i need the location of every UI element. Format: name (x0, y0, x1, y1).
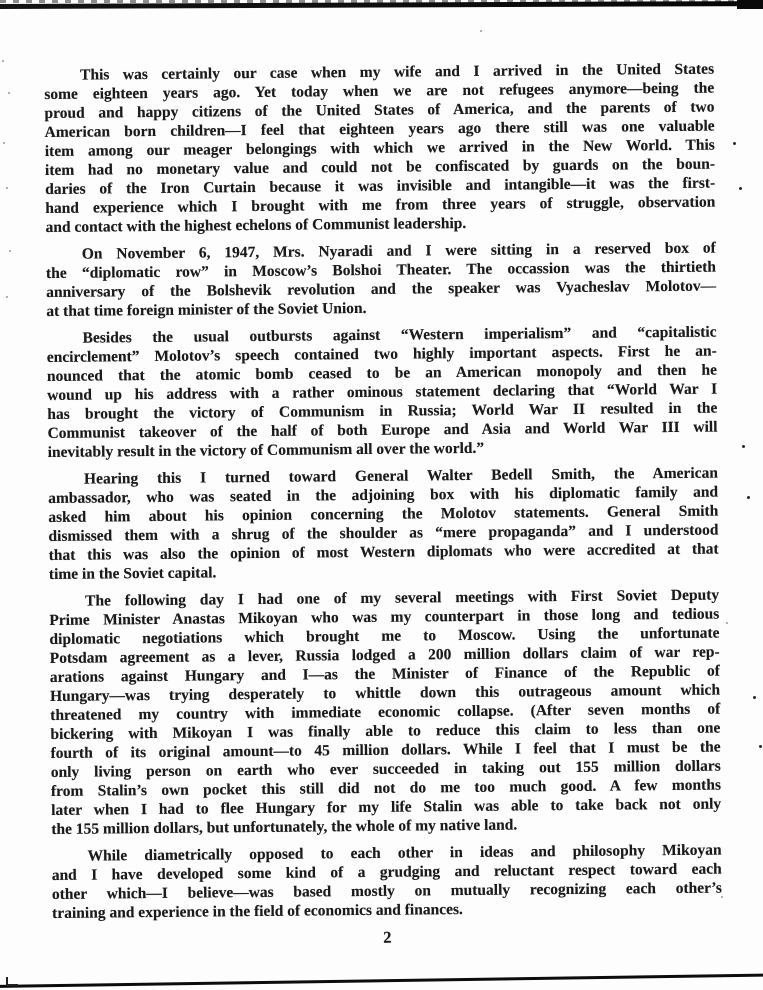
scan-corner-mark (6, 977, 18, 986)
text-line: and contact with the highest echelons of Communist leadership. (45, 214, 467, 236)
page-content (44, 60, 722, 951)
text-line: some eighteen years ago. Yet today when we are not refugees anymore—being the (44, 79, 715, 103)
paragraph (48, 464, 719, 584)
text-line: bickering with Mikoyan I was finally able to reduce this claim to less than one (50, 719, 721, 743)
text-line: later when I had to flee Hungary for my life Stalin was able to take back not only (51, 795, 722, 819)
text-line: Prime Minister Anastas Mikoyan who was my counterpart in those long and tedious (49, 605, 720, 629)
text-line: hand experience which I brought with me from three years of struggle, observation (45, 193, 716, 217)
text-line: Potsdam agreement as a lever, Russia lodged a 200 million dollars claim of war rep- (49, 643, 720, 667)
scan-speck (8, 92, 10, 94)
text-line: Besides the usual outbursts against “Western imperialism” and “capitalistic (82, 323, 717, 347)
scan-speck (739, 187, 742, 190)
text-line: The following day I had one of my several meetings with First Soviet Deputy (85, 586, 720, 610)
text-line: other which—I believe—was based mostly on mutually recognizing each other’s (51, 879, 723, 903)
scan-speck (6, 187, 8, 189)
text-line: and I have developed some kind of a grudging and reluctant respect toward each (51, 860, 722, 884)
text-line: Hearing this I turned toward General Walter Bedell Smith, the American (83, 464, 719, 488)
text-line: time in the Soviet capital. (48, 564, 217, 583)
page-number: 2 (383, 927, 392, 947)
text-line: encirclement” Molotov’s speech contained two highly important aspects. First he an- (46, 342, 717, 366)
scan-speck (726, 622, 728, 624)
scan-speck (6, 296, 8, 298)
paragraph (51, 841, 722, 923)
scan-edge-bottom-line (0, 973, 763, 988)
paragraph (47, 323, 718, 462)
text-line: only living person on earth who ever succeeded in taking out 155 million dollars (50, 757, 721, 781)
scan-speck (480, 30, 482, 32)
text-line: American born children—I feel that eighteen years ago there still was one valuable (44, 117, 715, 141)
scan-speck (753, 696, 756, 699)
text-line: This was certainly our case when my wife and I arrived in the United States (80, 60, 715, 84)
text-line: diplomatic negotiations which brought me to Moscow. Using the unfortunate (49, 624, 720, 648)
text-line: inevitably result in the victory of Communism all over the world.” (47, 439, 485, 461)
text-line: arations against Hungary and I—as the Minister of Finance of the Republic of (49, 662, 720, 686)
text-line: training and experience in the field of economics and finances. (52, 901, 463, 922)
text-line: asked him about his opinion concerning the Molotov statements. General Smith (48, 502, 719, 526)
text-line: threatened my country with immediate economic collapse. (After seven months of (50, 700, 721, 724)
text-line: Hungary—was trying desperately to whittle down this outrageous amount which (49, 681, 721, 705)
paragraph (46, 239, 717, 321)
text-line: While diametrically opposed to each other in ideas and philosophy Mikoyan (87, 841, 722, 865)
text-line: the 155 million dollars, but unfortunately, the whole of my native land. (51, 816, 518, 838)
text-line: item had no monetary value and could not be confiscated by guards on the boun- (44, 155, 716, 179)
paragraph (44, 60, 716, 237)
text-line: proud and happy citizens of the United States of America, and the parents of two (44, 98, 715, 122)
text-line: from Stalin’s own pocket this still did not do me too much good. A few months (50, 776, 722, 800)
scan-edge-corner-blob (737, 0, 763, 9)
text-line: daries of the Iron Curtain because it was invisible and intangible—it was the first- (45, 174, 716, 198)
scan-speck (2, 60, 4, 62)
paragraph (49, 586, 721, 839)
text-line: anniversary of the Bolshevik revolution and the speaker was Vyacheslav Molotov— (46, 277, 717, 301)
scan-speck (742, 445, 745, 448)
text-line: at that time foreign minister of the Soviet Union. (46, 299, 367, 320)
scan-speck (759, 745, 762, 748)
text-line: the “diplomatic row” in Moscow’s Bolshoi Theater. The occassion was the thirtieth (45, 258, 717, 282)
scan-speck (9, 250, 11, 252)
text-line: ambassador, who was seated in the adjoining box with his diplomatic family and (48, 483, 719, 507)
text-line: Communist takeover of the half of both Europe and Asia and World War III will (47, 418, 718, 442)
text-line: has brought the victory of Communism in Russia; World War II resulted in the (47, 399, 718, 423)
scan-speck (733, 142, 736, 145)
text-line: item among our meager belongings with which we arrived in the New World. This (44, 136, 715, 160)
text-line: nounced that the atomic bomb ceased to be an American monopoly and then he (46, 361, 718, 385)
text-line: fourth of its original amount—to 45 million dollars. While I feel that I must be the (50, 738, 721, 762)
text-line: that this was also the opinion of most Western diplomats who were accredited at that (48, 540, 719, 564)
text-line: On November 6, 1947, Mrs. Nyaradi and I were sitting in a reserved box of (81, 239, 716, 263)
text-line: dismissed them with a shrug of the shoulder as “mere propaganda” and I understood (48, 521, 719, 545)
scan-speck (3, 142, 5, 144)
scan-speck (747, 496, 750, 499)
text-line: wound up his address with a rather ominous statement declaring that “World War I (47, 380, 718, 404)
